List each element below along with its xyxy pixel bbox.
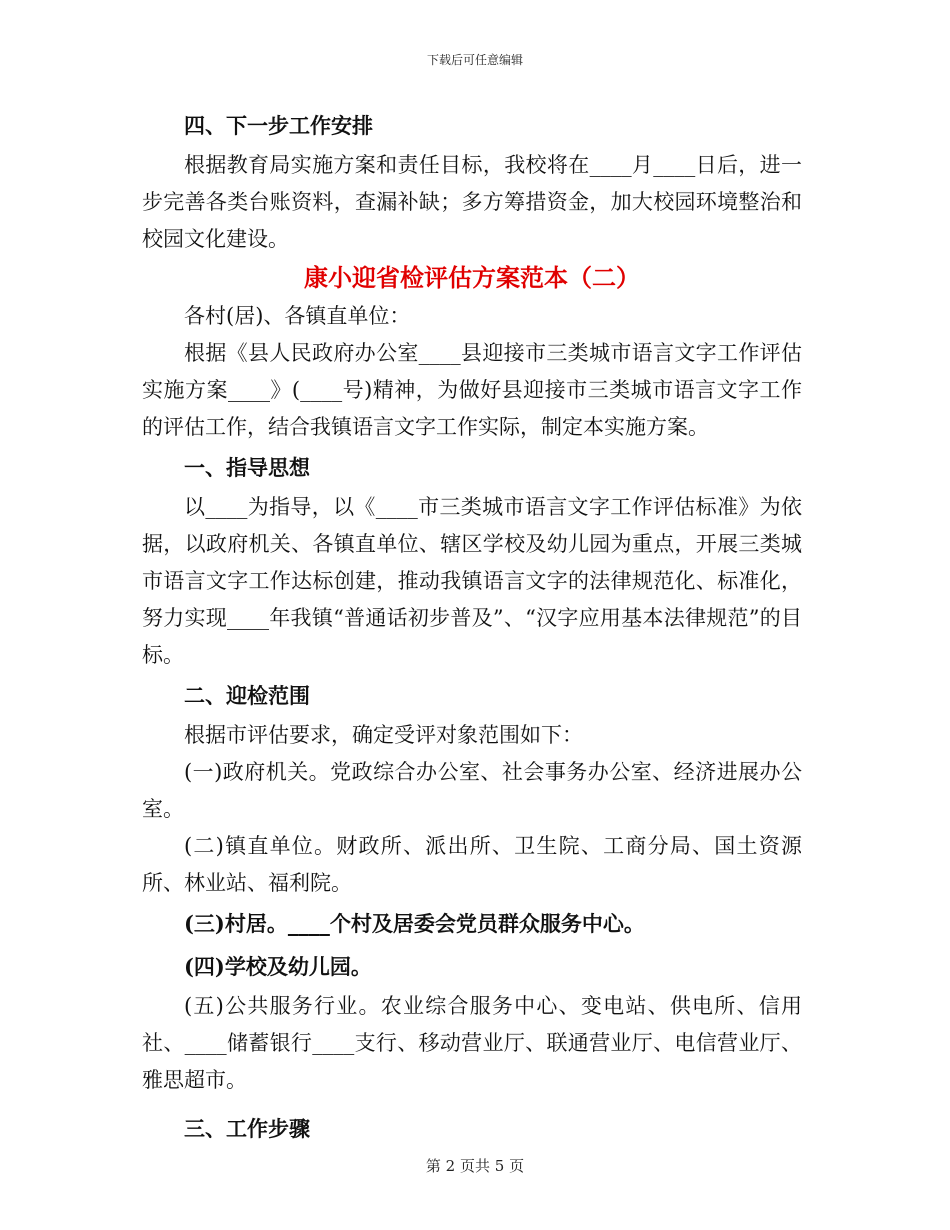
document-title: 康小迎省检评估方案范本（二） [304, 263, 640, 292]
list-item-villages: (三)村居。____个村及居委会党员群众服务中心。 [184, 911, 645, 936]
paragraph-guiding-thought: 以____为指导，以《____市三类城市语言文字工作评估标准》为依据，以政府机关、各镇直单位、辖区学校及幼儿园为重点，开展三类城市语言文字工作达标创建，推动我镇语言文字的法律规范化、标准化，努力实现____年我镇“普通话初步普及”、“汉字应用基本法律规范”的目标。 [142, 495, 802, 667]
list-item-schools: (四)学校及幼儿园。 [184, 954, 372, 979]
paragraph-scope-intro: 根据市评估要求，确定受评对象范围如下： [184, 723, 583, 747]
list-item-public-services: (五)公共服务行业。农业综合服务中心、变电站、供电所、信用社、____储蓄银行____支行、移动营业厅、联通营业厅、电信营业厅、雅思超市。 [142, 994, 802, 1092]
page-footer: 第 2 页共 5 页 [425, 1157, 525, 1175]
section-heading-2: 二、迎检范围 [184, 683, 310, 708]
section-heading-3: 三、工作步骤 [184, 1116, 310, 1141]
list-item-government: (一)政府机关。党政综合办公室、社会事务办公室、经济进展办公室。 [142, 760, 802, 821]
list-item-town-units: (二)镇直单位。财政所、派出所、卫生院、工商分局、国土资源所、林业站、福利院。 [142, 834, 802, 895]
section-heading-4: 四、下一步工作安排 [184, 113, 373, 138]
page-header: 下载后可任意编辑 [426, 53, 523, 67]
paragraph-intro: 根据《县人民政府办公室____县迎接市三类城市语言文字工作评估实施方案____》(____号)精神，为做好县迎接市三类城市语言文字工作的评估工作，结合我镇语言文字工作实际，制定本实施方案。 [142, 341, 802, 439]
salutation: 各村(居)、各镇直单位： [184, 304, 411, 328]
paragraph-section-4: 根据教育局实施方案和责任目标，我校将在____月____日后，进一步完善各类台账资料，查漏补缺；多方筹措资金，加大校园环境整治和校园文化建设。 [142, 153, 802, 251]
section-heading-1: 一、指导思想 [184, 455, 310, 480]
document-body [142, 104, 802, 1150]
